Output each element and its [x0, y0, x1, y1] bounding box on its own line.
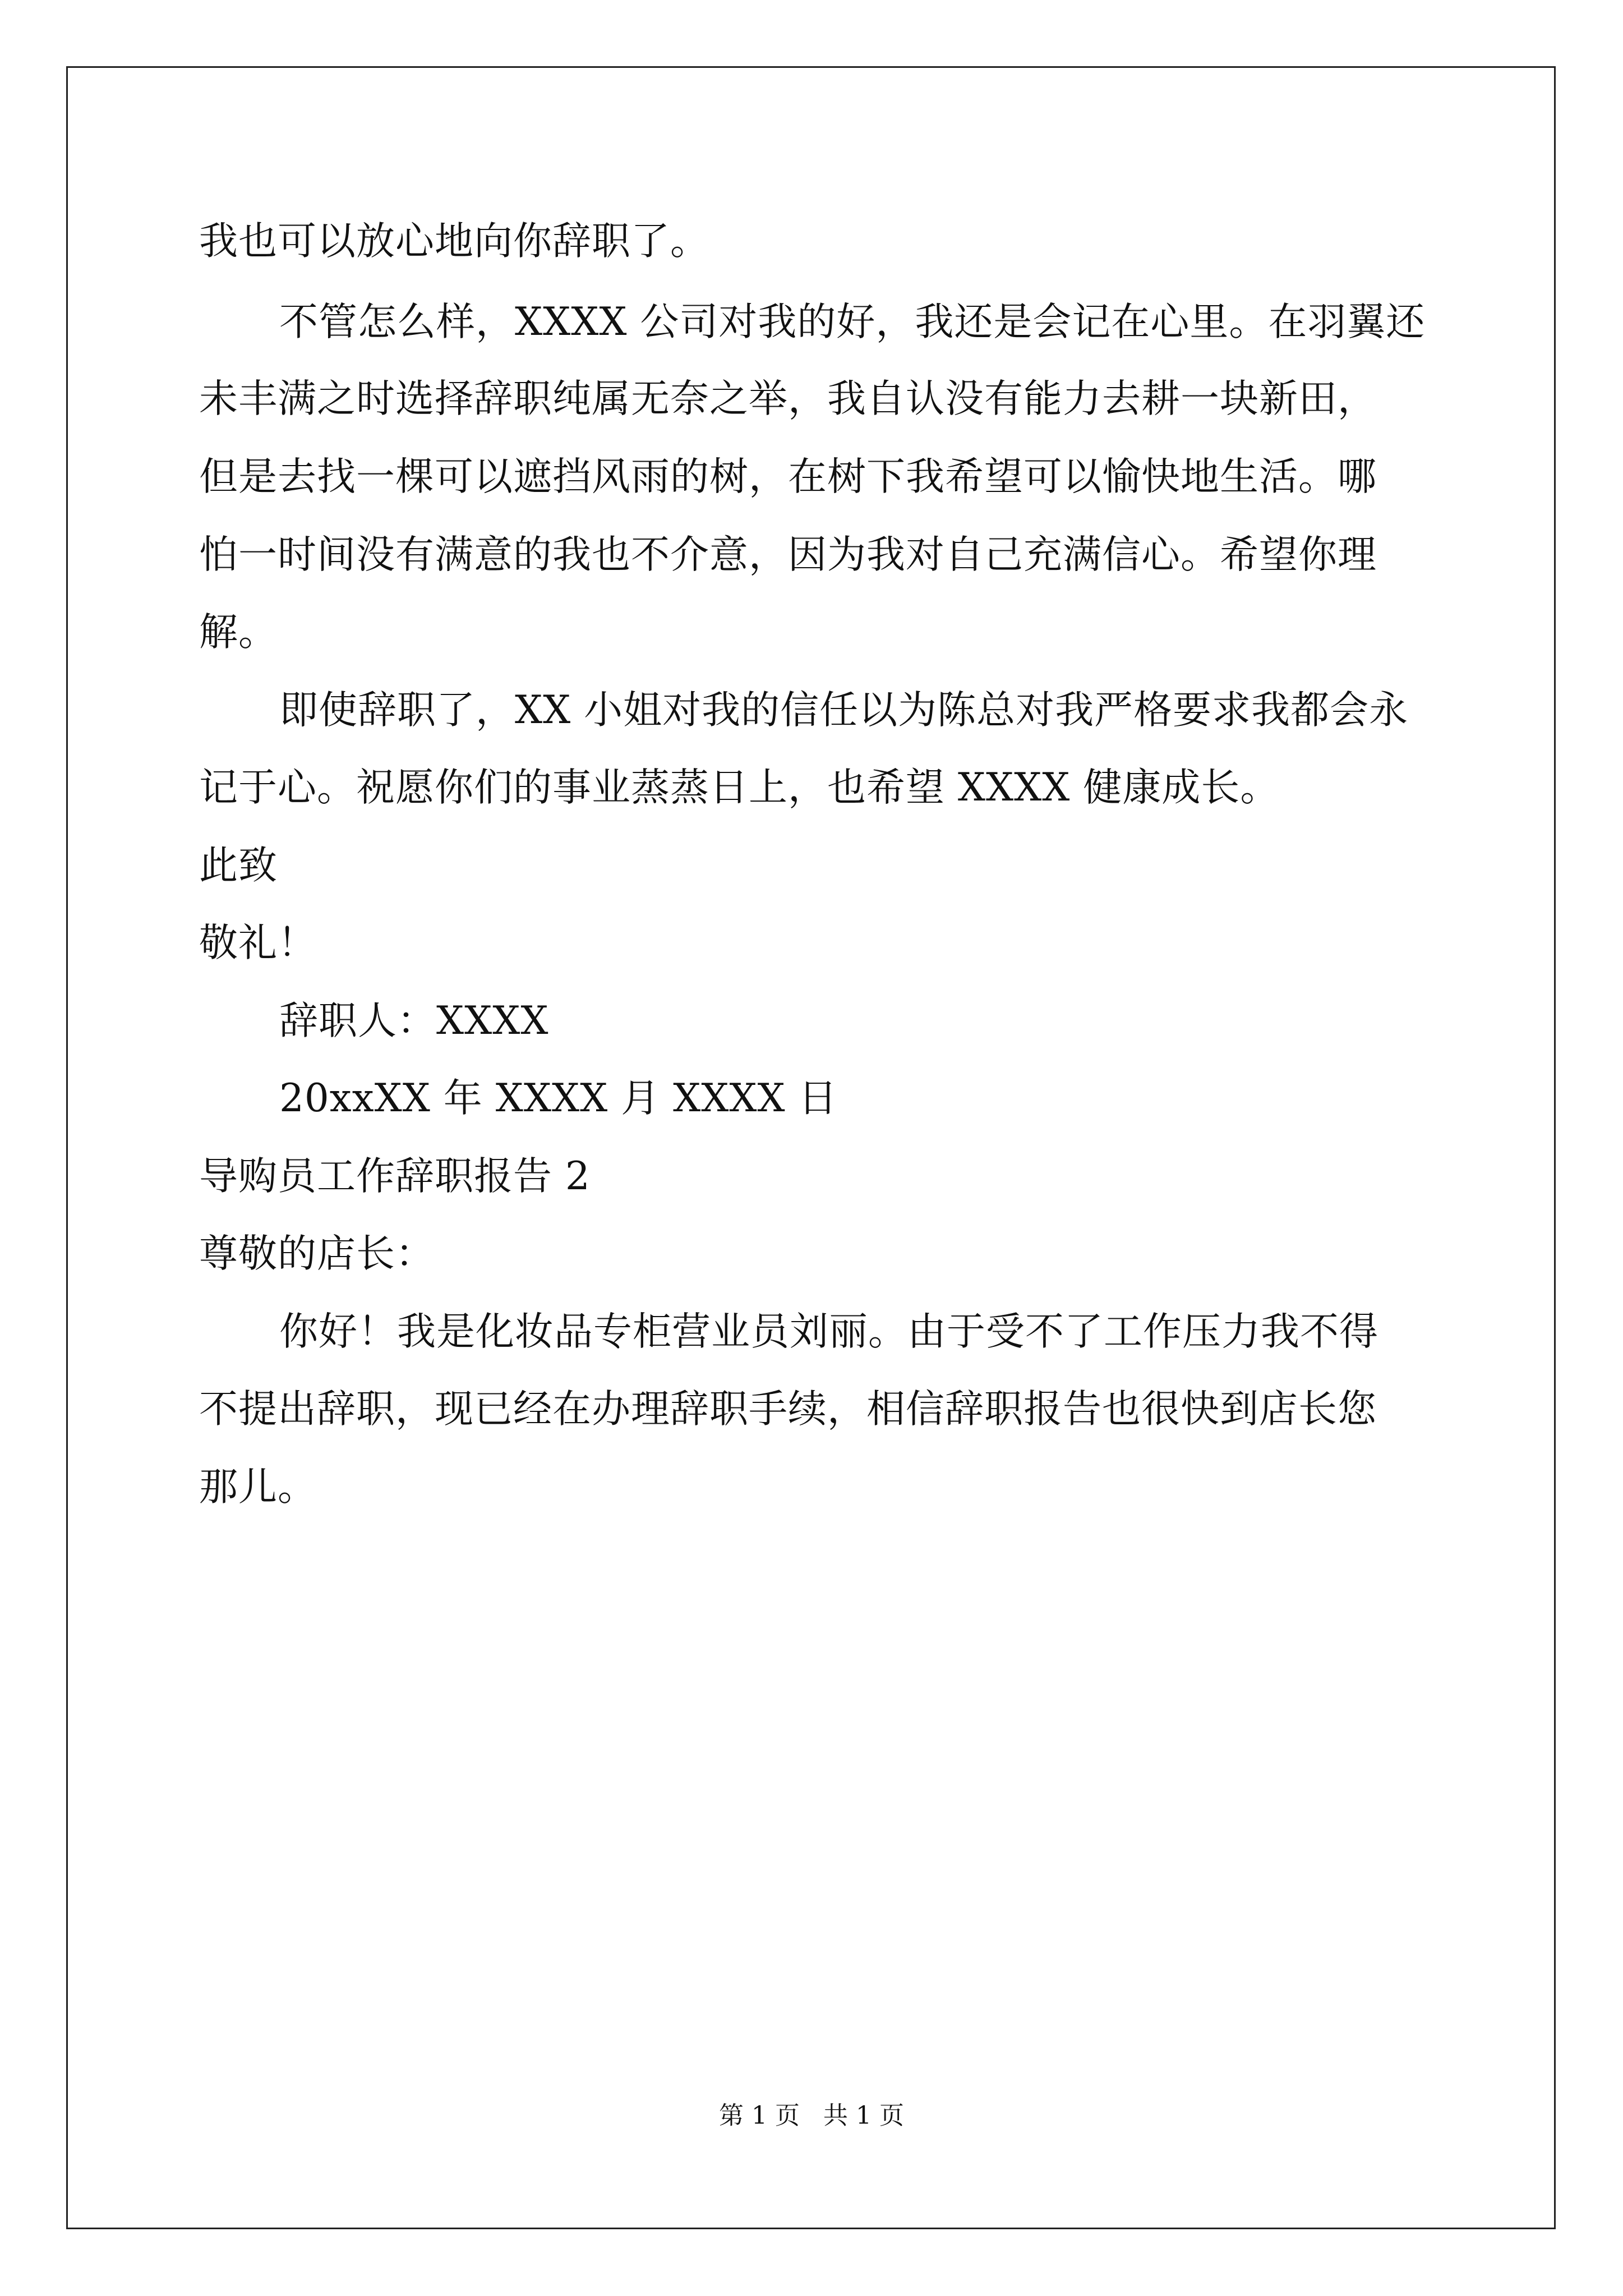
section-title: 导购员工作辞职报告 2 [199, 1154, 591, 1199]
date-line: 20xxXX 年 XXXX 月 XXXX 日 [279, 1076, 838, 1121]
paragraph-line: 但是去找一棵可以遮挡风雨的树，在树下我希望可以愉快地生活。哪 [199, 454, 1377, 499]
page-number-footer: 第 1 页 共 1 页 [719, 2101, 904, 2130]
paragraph-line: 不提出辞职，现已经在办理辞职手续，相信辞职报告也很快到店长您 [199, 1387, 1377, 1432]
paragraph-line: 即使辞职了，XX 小姐对我的信任以为陈总对我严格要求我都会永 [279, 688, 1409, 733]
paragraph-line: 解。 [199, 610, 278, 655]
paragraph-line: 不管怎么样，XXXX 公司对我的好，我还是会记在心里。在羽翼还 [279, 300, 1426, 344]
closing-line: 此致 [199, 843, 278, 888]
salutation-line: 敬礼！ [199, 921, 317, 965]
paragraph-line: 我也可以放心地向你辞职了。 [199, 219, 709, 264]
paragraph-line: 记于心。祝愿你们的事业蒸蒸日上，也希望 XXXX 健康成长。 [199, 765, 1280, 810]
paragraph-line: 怕一时间没有满意的我也不介意，因为我对自己充满信心。希望你理 [199, 532, 1377, 577]
paragraph-line: 未丰满之时选择辞职纯属无奈之举，我自认没有能力去耕一块新田， [199, 376, 1377, 421]
paragraph-line: 你好！我是化妆品专柜营业员刘丽。由于受不了工作压力我不得 [279, 1309, 1378, 1354]
greeting-line: 尊敬的店长： [199, 1231, 435, 1276]
paragraph-line: 那儿。 [199, 1465, 317, 1510]
signature-line: 辞职人：XXXX [279, 999, 549, 1043]
